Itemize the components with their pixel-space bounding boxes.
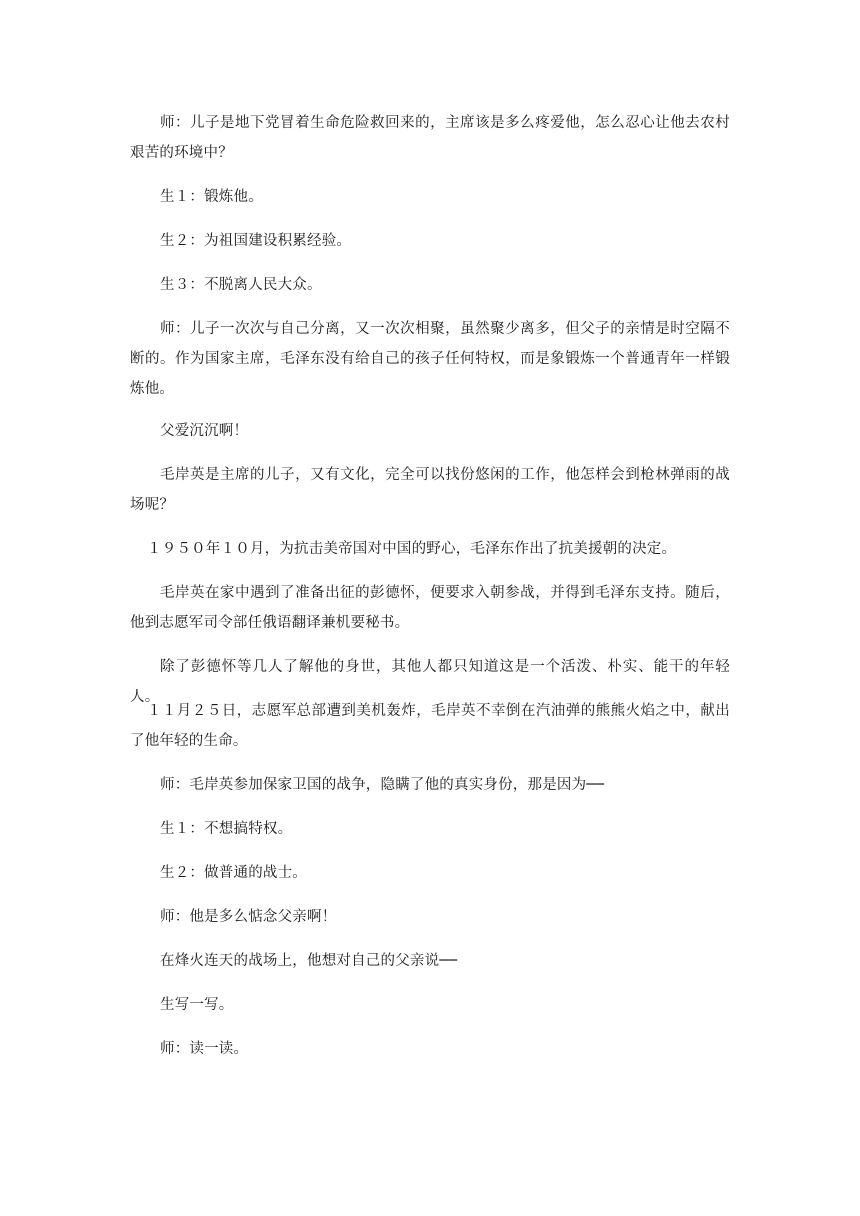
paragraph-student-write: 生写一写。 <box>160 997 234 1013</box>
paragraph-father-love: 父爱沉沉啊！ <box>160 423 249 439</box>
paragraph-enlistment: 毛岸英在家中遇到了准备出征的彭德怀，便要求入朝参战，并得到毛泽东支持。随后，他到志愿军司令部任俄语翻译兼机要秘书。 <box>130 585 730 631</box>
paragraph-nov-25: １１月２５日，志愿军总部遭到美机轰炸，毛岸英不幸倒在汽油弹的熊熊火焰之中，献出了他年轻的生命。 <box>130 703 730 749</box>
paragraph-teacher-comment: 师：儿子一次次与自己分离，又一次次相聚，虽然聚少离多，但父子的亲情是时空隔不断的。作为国家主席，毛泽东没有给自己的孩子任何特权，而是象锻炼一个普通青年一样锻炼他。 <box>130 321 730 397</box>
paragraph-1950-decision: １９５０年１０月，为抗击美帝国对中国的野心，毛泽东作出了抗美援朝的决定。 <box>147 541 677 557</box>
paragraph-student-reason-2: 生２：做普通的战士。 <box>160 865 307 881</box>
paragraph-student-reason-1: 生１：不想搞特权。 <box>160 821 293 837</box>
paragraph-battlefield-message: 在烽火连天的战场上，他想对自己的父亲说── <box>160 953 458 969</box>
paragraph-student-3: 生３：不脱离人民大众。 <box>160 277 322 293</box>
paragraph-teacher-question: 师：儿子是地下党冒着生命危险救回来的，主席该是多么疼爱他，怎么忍心让他去农村艰苦的环境中？ <box>130 115 730 161</box>
paragraph-student-2: 生２：为祖国建设积累经验。 <box>160 233 352 249</box>
paragraph-student-1: 生１：锻炼他。 <box>160 189 263 205</box>
paragraph-teacher-reason: 师：毛岸英参加保家卫国的战争，隐瞒了他的真实身份，那是因为── <box>160 777 605 793</box>
paragraph-battlefield-question: 毛岸英是主席的儿子，又有文化，完全可以找份悠闲的工作，他怎样会到枪林弹雨的战场呢？ <box>130 467 730 513</box>
paragraph-teacher-read: 师：读一读。 <box>160 1041 249 1057</box>
paragraph-identity: 除了彭德怀等几人了解他的身世，其他人都只知道这是一个活泼、朴实、能干的年轻人。 <box>130 659 730 705</box>
paragraph-teacher-missing-father: 师：他是多么惦念父亲啊！ <box>160 909 337 925</box>
